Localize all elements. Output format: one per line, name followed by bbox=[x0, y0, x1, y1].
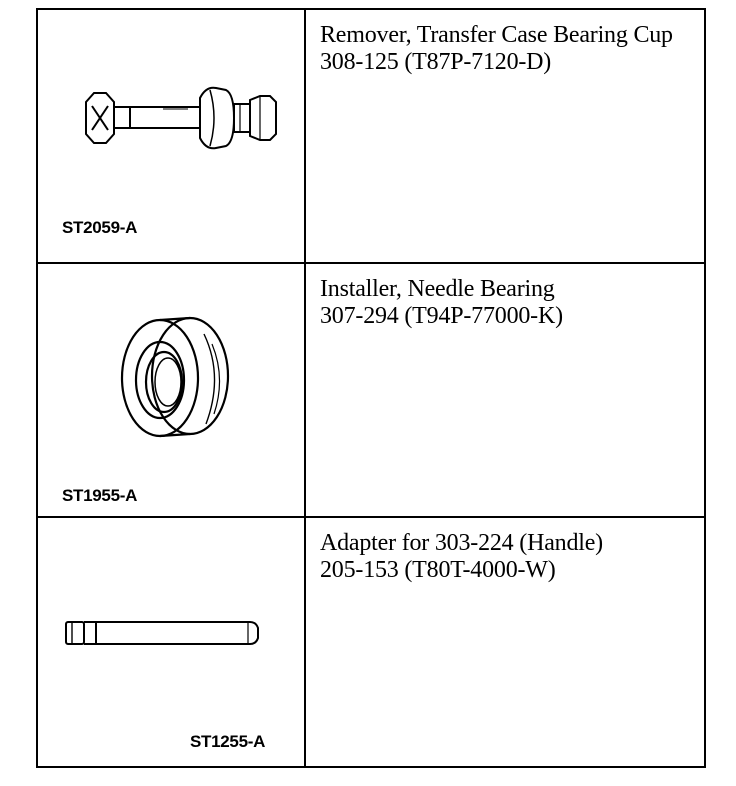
tool-row bbox=[38, 10, 704, 264]
tool-part-number: 308-125 (T87P-7120-D) bbox=[320, 49, 552, 75]
needle-bearing-installer-icon bbox=[38, 264, 306, 518]
tool-info-cell bbox=[308, 264, 704, 516]
figure-code: ST1955-A bbox=[62, 486, 138, 505]
tool-illustration-cell bbox=[38, 518, 306, 766]
special-tools-table bbox=[36, 8, 706, 768]
figure-code: ST2059-A bbox=[62, 218, 138, 237]
tool-description: Adapter for 303-224 (Handle) bbox=[320, 530, 603, 556]
tool-row bbox=[38, 264, 704, 518]
tool-part-number: 205-153 (T80T-4000-W) bbox=[320, 557, 556, 583]
tool-description: Installer, Needle Bearing bbox=[320, 276, 555, 302]
tool-illustration-cell bbox=[38, 264, 306, 516]
tool-description: Remover, Transfer Case Bearing Cup bbox=[320, 22, 673, 48]
tool-info-cell bbox=[308, 518, 704, 766]
tool-illustration-cell bbox=[38, 10, 306, 262]
handle-adapter-icon bbox=[38, 518, 306, 766]
figure-code: ST1255-A bbox=[190, 732, 266, 751]
tool-row bbox=[38, 518, 704, 766]
tool-info-cell bbox=[308, 10, 704, 262]
tool-part-number: 307-294 (T94P-77000-K) bbox=[320, 303, 563, 329]
